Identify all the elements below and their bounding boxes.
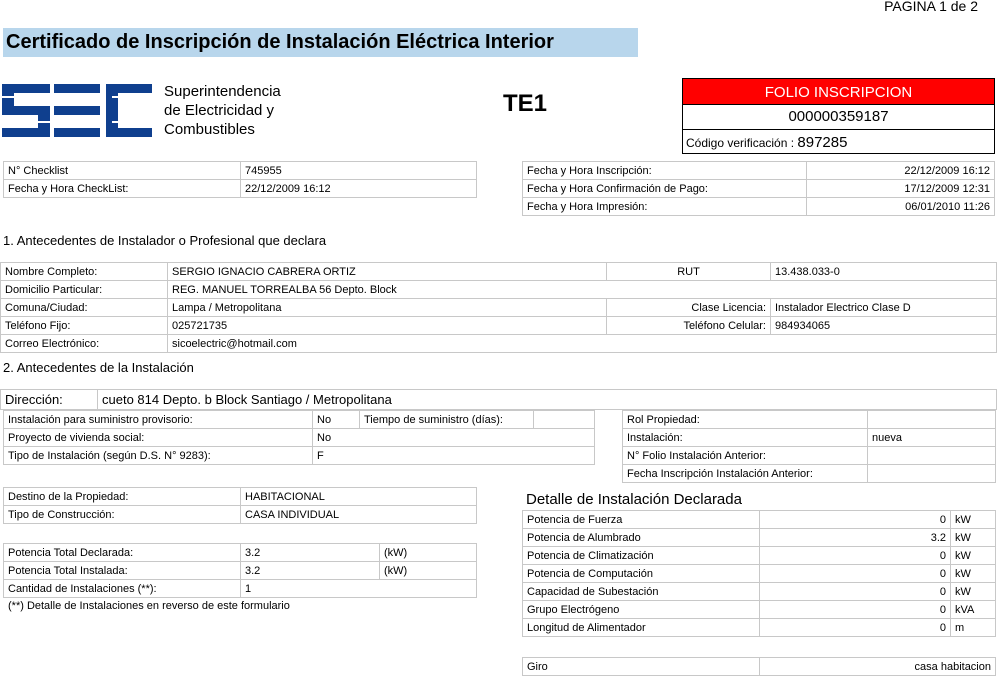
sec-org-name: Superintendencia de Electricidad y Combustibles	[164, 83, 281, 138]
section-2-title: 2. Antecedentes de la Instalación	[3, 360, 194, 375]
table-row: Correo Electrónico: sicoelectric@hotmail.com	[1, 335, 997, 353]
address-table	[0, 389, 997, 410]
dates-table	[522, 161, 995, 216]
table-row: Proyecto de vivienda social: No	[4, 429, 595, 447]
table-row: Rol Propiedad:	[623, 411, 996, 429]
verification-code: Código verificación : 897285	[686, 134, 848, 151]
table-row: Fecha Inscripción Instalación Anterior:	[623, 465, 996, 483]
table-row: Giro casa habitacion	[523, 658, 996, 676]
form-code: TE1	[503, 90, 548, 117]
table-row: Tipo de Construcción: CASA INDIVIDUAL	[4, 506, 477, 524]
folio-box	[682, 78, 995, 154]
table-row: N° Checklist 745955	[4, 162, 477, 180]
table-row: Potencia Total Declarada: 3.2 (kW)	[4, 544, 477, 562]
table-row: Fecha y Hora Confirmación de Pago: 17/12/2009 12:31	[523, 180, 995, 198]
table-row: Capacidad de Subestación 0 kW	[523, 583, 996, 601]
table-row: Potencia de Fuerza 0 kW	[523, 511, 996, 529]
table-row: Dirección: cueto 814 Depto. b Block Santiago / Metropolitana	[1, 390, 997, 410]
table-row: Tipo de Instalación (según D.S. N° 9283): F	[4, 447, 595, 465]
table-row: Longitud de Alimentador 0 m	[523, 619, 996, 637]
table-row: N° Folio Instalación Anterior:	[623, 447, 996, 465]
table-row: Domicilio Particular: REG. MANUEL TORREALBA 56 Depto. Block	[1, 281, 997, 299]
table-row: Potencia de Alumbrado 3.2 kW	[523, 529, 996, 547]
detail-title: Detalle de Instalación Declarada	[526, 491, 742, 508]
checklist-table	[3, 161, 477, 198]
section-1-title: 1. Antecedentes de Instalador o Profesional que declara	[3, 233, 327, 248]
power-table	[3, 543, 477, 598]
page-title: Certificado de Inscripción de Instalación Eléctrica Interior	[3, 28, 638, 57]
table-row: Comuna/Ciudad: Lampa / Metropolitana Clase Licencia: Instalador Electrico Clase D	[1, 299, 997, 317]
table-row: Fecha y Hora Impresión: 06/01/2010 11:26	[523, 198, 995, 216]
detail-table	[522, 510, 996, 637]
folio-number: 000000359187	[683, 105, 994, 130]
table-row: Destino de la Propiedad: HABITACIONAL	[4, 488, 477, 506]
footnote: (**) Detalle de Instalaciones en reverso de este formulario	[8, 600, 290, 612]
table-row: Fecha y Hora Inscripción: 22/12/2009 16:12	[523, 162, 995, 180]
destination-table	[3, 487, 477, 524]
table-row: Potencia Total Instalada: 3.2 (kW)	[4, 562, 477, 580]
table-row: Instalación para suministro provisorio: No Tiempo de suministro (días):	[4, 411, 595, 429]
table-row: Grupo Electrógeno 0 kVA	[523, 601, 996, 619]
installer-table	[0, 262, 997, 353]
table-row: Cantidad de Instalaciones (**): 1	[4, 580, 477, 598]
property-table	[622, 410, 996, 483]
installation-table	[3, 410, 595, 465]
table-row: Instalación: nueva	[623, 429, 996, 447]
folio-header: FOLIO INSCRIPCION	[683, 79, 994, 105]
table-row: Potencia de Computación 0 kW	[523, 565, 996, 583]
table-row: Fecha y Hora CheckList: 22/12/2009 16:12	[4, 180, 477, 198]
table-row: Nombre Completo: SERGIO IGNACIO CABRERA ORTIZ RUT 13.438.033-0	[1, 263, 997, 281]
sec-logo	[2, 84, 154, 138]
page-number: PAGINA 1 de 2	[884, 0, 978, 14]
giro-table	[522, 657, 996, 676]
table-row: Potencia de Climatización 0 kW	[523, 547, 996, 565]
table-row: Teléfono Fijo: 025721735 Teléfono Celular: 984934065	[1, 317, 997, 335]
